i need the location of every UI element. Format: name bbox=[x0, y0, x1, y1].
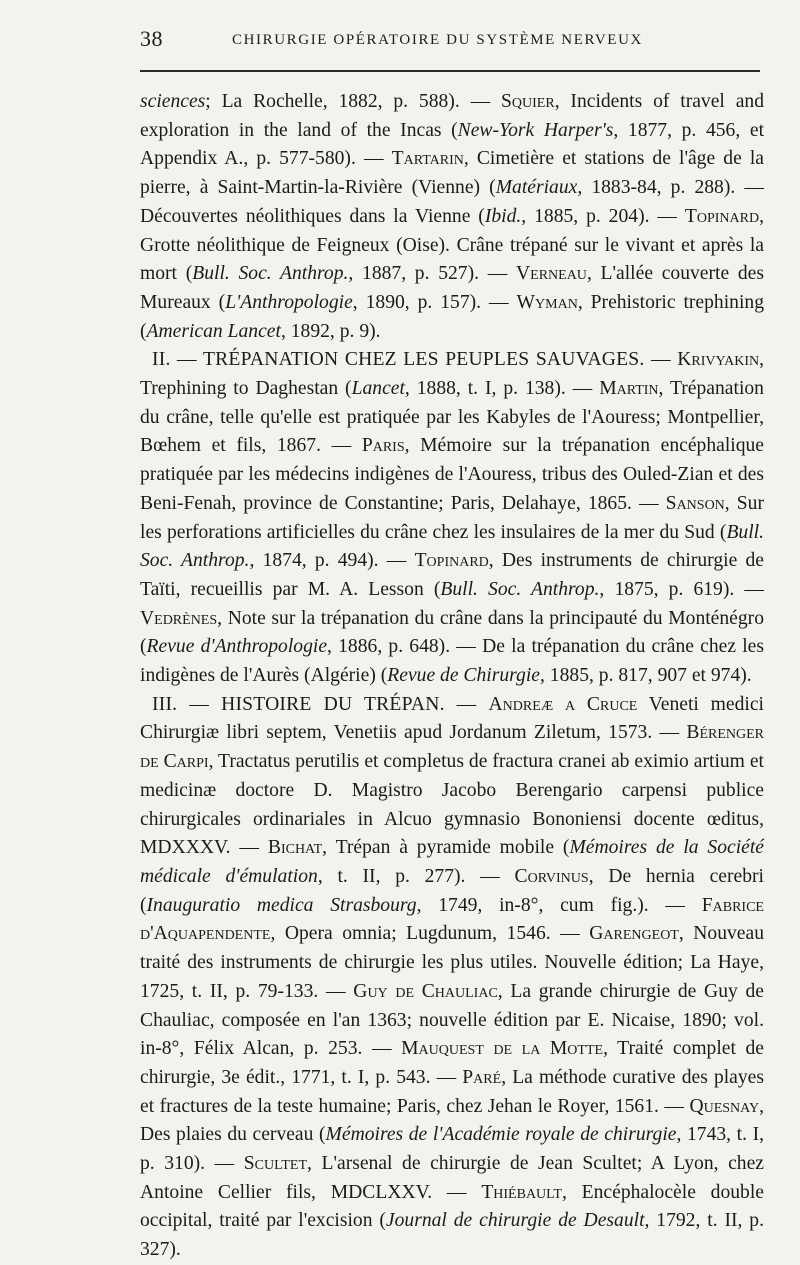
reference-text: , 1890, p. 157). — bbox=[352, 291, 517, 313]
reference-text: , L'allée couverte des Mureaux ( bbox=[140, 263, 764, 313]
reference-text: , La méthode curative des playes et fractures de la teste humaine; Paris, chez Jehan le Royer, 1561. — bbox=[140, 1066, 764, 1117]
author-name: Topinard bbox=[414, 550, 489, 572]
publication-title: Bull. Soc. Anthrop. bbox=[192, 263, 349, 285]
publication-title: New-York Harper's bbox=[457, 119, 614, 141]
author-name: Thiébault bbox=[481, 1181, 562, 1203]
author-name: Sanson bbox=[665, 492, 725, 514]
section-paragraph bbox=[140, 346, 764, 690]
reference-text: , Trephining to Daghestan ( bbox=[140, 349, 764, 400]
author-name: Fabrice d'Aquapendente bbox=[140, 894, 764, 945]
publication-title: Journal de chirurgie de Desault bbox=[385, 1210, 645, 1232]
author-name: Bérenger de Carpi bbox=[140, 722, 764, 773]
reference-text: , Mémoire sur la trépanation encéphalique pratiquée par les médecins indigènes de l'Aouress, tribus des Ouled-Zian et des Beni-Fenah, province de Constantine; Paris, Delahaye, 1865. — bbox=[140, 435, 764, 514]
reference-text: , Trépanation du crâne, telle qu'elle est pratiquée par les Kabyles de l'Aouress; Montpellier, Bœhem et fils, 1867. — bbox=[140, 378, 764, 457]
reference-text: , 1885, p. 817, 907 et 974). bbox=[540, 665, 752, 687]
reference-text: , Des instruments de chirurgie de Taïti, recueillis par M. A. Lesson ( bbox=[140, 550, 764, 600]
reference-paragraph bbox=[140, 88, 764, 346]
author-name: Verneau bbox=[516, 263, 587, 285]
reference-text: , Opera omnia; Lugdunum, 1546. — bbox=[270, 923, 590, 945]
header-rule bbox=[140, 70, 760, 72]
reference-text: , Des plaies du cerveau ( bbox=[140, 1095, 764, 1146]
author-name: Mauquest de la Motte bbox=[401, 1038, 604, 1060]
reference-text: , 1883-84, p. 288). — Découvertes néolithiques dans la Vienne ( bbox=[140, 177, 764, 227]
author-name: Wyman bbox=[516, 291, 578, 313]
running-title: CHIRURGIE OPÉRATOIRE DU SYSTÈME NERVEUX bbox=[232, 32, 643, 48]
section-heading: III. — HISTOIRE DU TRÉPAN. — bbox=[152, 693, 489, 715]
publication-title: Lancet bbox=[351, 378, 405, 400]
publication-title: Bull. Soc. Anthrop. bbox=[440, 578, 600, 600]
reference-text: , L'arsenal de chirurgie de Jean Scultet; A Lyon, chez Antoine Cellier fils, MDCLXXV. — bbox=[140, 1153, 764, 1203]
author-name: Scultet bbox=[243, 1153, 308, 1175]
author-name: Paré bbox=[462, 1066, 502, 1088]
reference-text: , 1887, p. 527). — bbox=[348, 263, 516, 285]
reference-text: , 1886, p. 648). — De la trépanation du crâne chez les indigènes de l'Aurès (Algérie) ( bbox=[140, 636, 765, 687]
author-name: Garengeot bbox=[589, 923, 679, 945]
reference-text: , De hernia cerebri ( bbox=[140, 865, 764, 916]
reference-text: , 1892, p. 9). bbox=[280, 320, 381, 342]
reference-text: , Note sur la trépanation du crâne dans la principauté du Monténégro ( bbox=[140, 607, 764, 658]
reference-text: , Incidents of travel and exploration in the land of the Incas ( bbox=[140, 91, 764, 141]
publication-title: Ibid. bbox=[484, 205, 522, 227]
page-header bbox=[140, 26, 760, 56]
reference-text: , Grotte néolithique de Feigneux (Oise). Crâne trépané sur le vivant et après la mort ( bbox=[140, 205, 764, 285]
section-paragraph bbox=[140, 691, 764, 1265]
publication-title: Matériaux bbox=[495, 177, 578, 199]
reference-text: , 1792, t. II, p. 327). bbox=[140, 1210, 764, 1261]
author-name: Squier bbox=[501, 91, 555, 112]
author-name: Topinard bbox=[684, 205, 760, 227]
publication-title: American Lancet bbox=[146, 320, 281, 342]
author-name: Martin bbox=[599, 378, 659, 400]
author-name: Paris bbox=[361, 435, 405, 457]
reference-text: , Sur les perforations artificielles du crâne chez les insulaires de la mer du Sud ( bbox=[140, 492, 764, 543]
author-name: Krivyakin bbox=[677, 349, 760, 371]
reference-text: , 1885, p. 204). — bbox=[521, 205, 685, 227]
publication-title: Mémoires de l'Académie royale de chirurgie bbox=[325, 1124, 677, 1146]
reference-text: , Trépan à pyramide mobile ( bbox=[322, 837, 570, 859]
reference-text: , 1874, p. 494). — bbox=[249, 550, 415, 572]
publication-title: Inauguratio medica Strasbourg bbox=[146, 894, 417, 916]
reference-text: , Prehistoric trephining ( bbox=[140, 291, 765, 342]
author-name: Tartarin bbox=[391, 148, 464, 170]
reference-text: , Tractatus perutilis et completus de fractura cranei ab eximio artium et medicinæ doctore D. Magistro Jacobo Berengario carpensi publice chirurgicales ordinariales in Alcuo gymnasio Bononiensi docente œditus, MDXXXV. — bbox=[140, 751, 764, 859]
publication-title: sciences bbox=[140, 91, 206, 112]
reference-text: ; La Rochelle, 1882, p. 588). — bbox=[205, 91, 502, 112]
author-name: Quesnay bbox=[689, 1095, 760, 1117]
publication-title: Revue de Chirurgie bbox=[387, 665, 540, 687]
reference-text: , t. II, p. 277). — bbox=[317, 865, 515, 887]
author-name: Vedrènes bbox=[140, 607, 218, 629]
reference-text: , 1749, in-8°, cum fig.). — bbox=[416, 894, 702, 916]
reference-text: , 1875, p. 619). — bbox=[599, 578, 764, 600]
author-name: Bichat bbox=[267, 837, 323, 859]
author-name: Andreæ a Cruce bbox=[488, 693, 638, 715]
reference-text: , 1743, t. I, p. 310). — bbox=[140, 1124, 765, 1175]
publication-title: Bull. Soc. Anthrop. bbox=[140, 521, 764, 572]
reference-text: , Traité complet de chirurgie, 3e édit., 1771, t. I, p. 543. — bbox=[140, 1038, 764, 1088]
publication-title: Mémoires de la Société médicale d'émulation bbox=[140, 837, 764, 887]
reference-text: , Encéphalocèle double occipital, traité par l'excision ( bbox=[140, 1181, 764, 1232]
reference-text: , 1888, t. I, p. 138). — bbox=[404, 378, 600, 400]
author-name: Guy de Chauliac bbox=[353, 980, 498, 1002]
reference-text: , 1877, p. 456, et Appendix A., p. 577-580). — bbox=[140, 119, 765, 170]
author-name: Corvinus bbox=[514, 865, 589, 887]
page-number: 38 bbox=[140, 26, 163, 51]
reference-text: Veneti medici Chirurgiæ libri septem, Venetiis apud Jordanum Ziletum, 1573. — bbox=[140, 693, 764, 744]
publication-title: Revue d'Anthropologie bbox=[146, 636, 328, 658]
body-text bbox=[140, 88, 764, 1265]
reference-text: , La grande chirurgie de Guy de Chauliac, composée en l'an 1363; nouvelle édition par E. Nicaise, 1890; vol. in-8°, Félix Alcan, p. 253. — bbox=[140, 980, 764, 1060]
reference-text: , Cimetière et stations de l'âge de la pierre, à Saint-Martin-la-Rivière (Vienne) ( bbox=[140, 148, 764, 199]
section-heading: II. — TRÉPANATION CHEZ LES PEUPLES SAUVAGES. — bbox=[152, 349, 678, 371]
publication-title: L'Anthropologie bbox=[225, 291, 353, 313]
reference-text: , Nouveau traité des instruments de chirurgie les plus utiles. Nouvelle édition; La Haye, 1725, t. II, p. 79-133. — bbox=[140, 923, 764, 1002]
